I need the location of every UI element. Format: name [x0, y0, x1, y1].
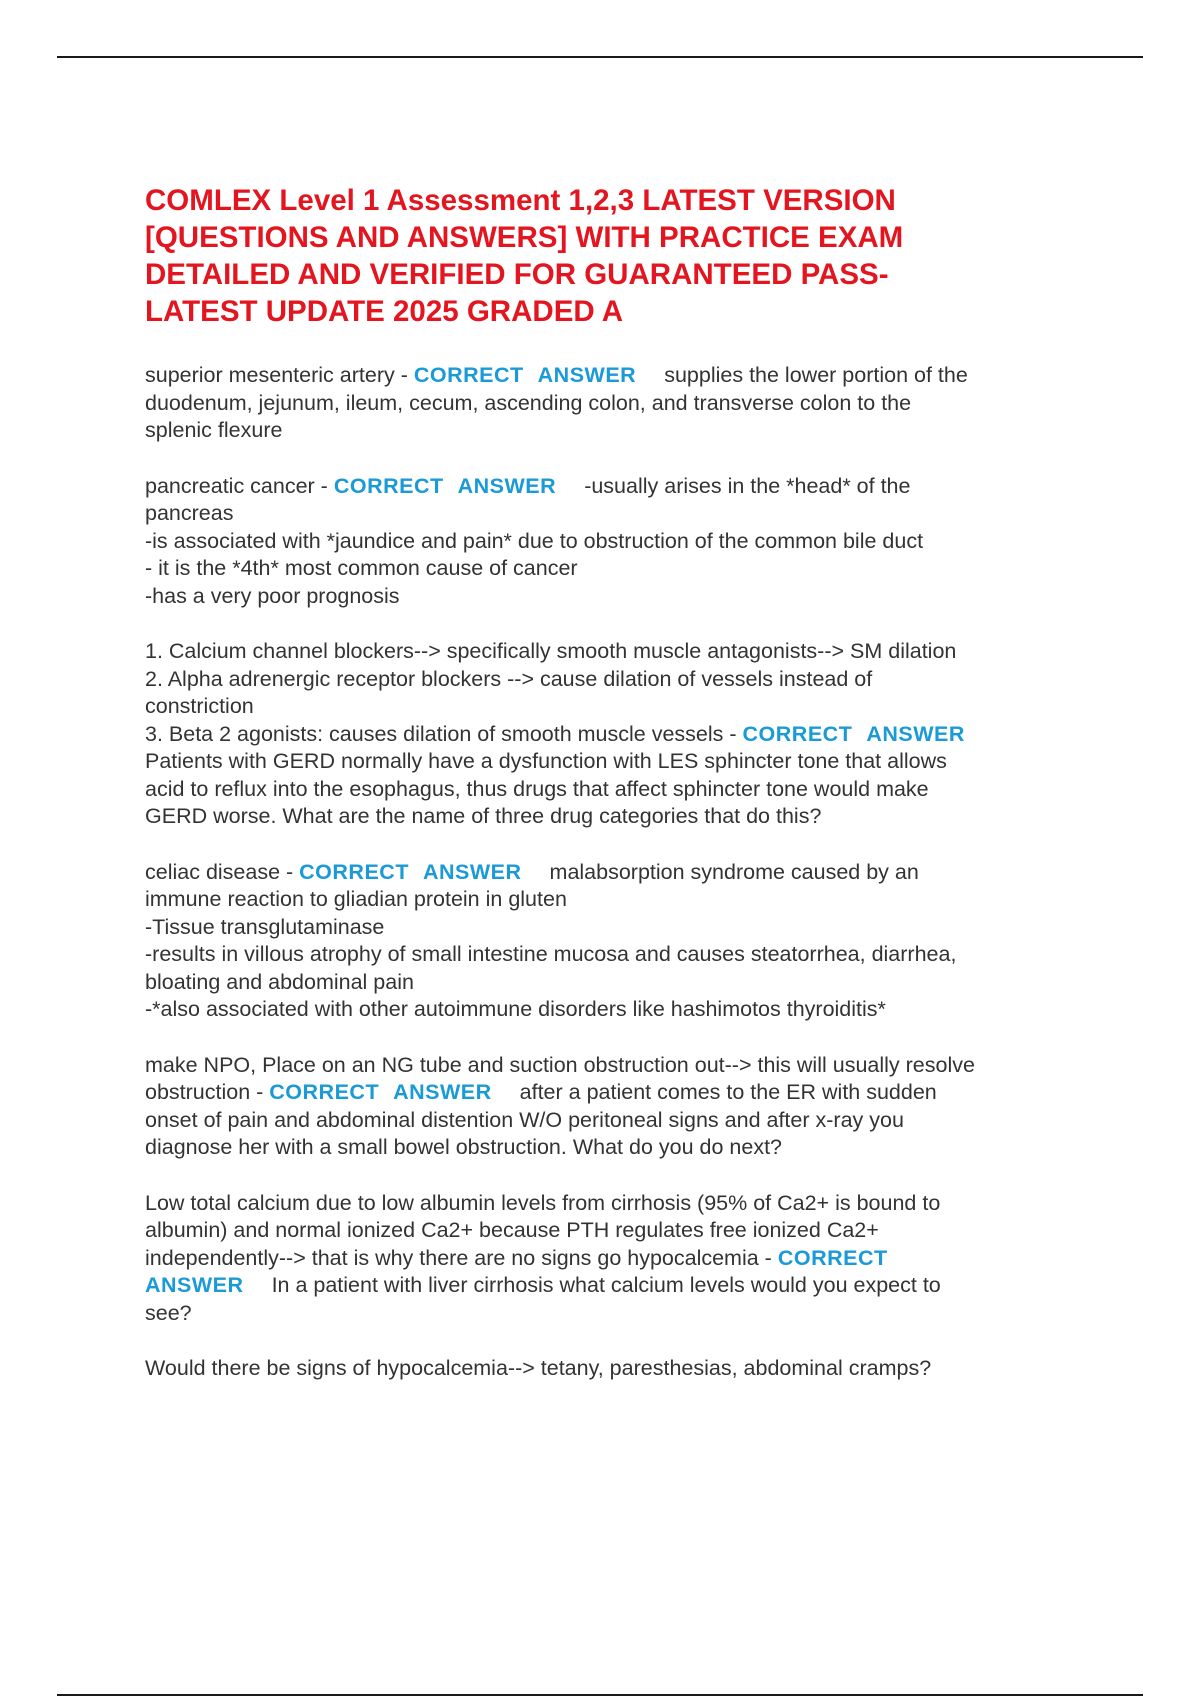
title-line: [QUESTIONS AND ANSWERS] WITH PRACTICE EXAM	[145, 221, 904, 254]
qa-entry	[145, 473, 1095, 611]
text-line: 1. Calcium channel blockers--> specifically smooth muscle antagonists--> SM dilation	[145, 639, 957, 663]
text-line: make NPO, Place on an NG tube and suction obstruction out--> this will usually resolve	[145, 1052, 975, 1077]
text-line: superior mesenteric artery - CORRECT ANSWER supplies the lower portion of the	[145, 363, 968, 387]
text-line: onset of pain and abdominal distention W/O peritoneal signs and after x-ray you	[145, 1107, 904, 1132]
qa-entry	[145, 362, 1095, 445]
correct-answer-label: CORRECT ANSWER	[333, 473, 557, 498]
qa-entry	[145, 1052, 1095, 1162]
qa-entry	[145, 638, 1095, 831]
text-line: see?	[145, 1300, 192, 1325]
text-line: obstruction - CORRECT ANSWER after a patient comes to the ER with sudden	[145, 1080, 937, 1104]
document-body	[145, 362, 1095, 1383]
correct-answer-label: CORRECT ANSWER	[299, 859, 522, 884]
text-line: constriction	[145, 694, 254, 718]
text-line: GERD worse. What are the name of three drug categories that do this?	[145, 804, 822, 828]
title-line: LATEST UPDATE 2025 GRADED A	[145, 295, 624, 328]
text-line: pancreatic cancer - CORRECT ANSWER -usually arises in the *head* of the	[145, 473, 911, 498]
text-line: diagnose her with a small bowel obstruction. What do you do next?	[145, 1135, 783, 1159]
document-title	[145, 182, 1085, 330]
correct-answer-label: CORRECT ANSWER	[269, 1080, 492, 1104]
text-line: Would there be signs of hypocalcemia--> tetany, paresthesias, abdominal cramps?	[145, 1356, 932, 1380]
correct-answer-label: CORRECT ANSWER	[742, 721, 965, 746]
title-line: DETAILED AND VERIFIED FOR GUARANTEED PASS-	[145, 258, 889, 291]
trailing-question	[145, 1355, 1095, 1383]
text-line: independently--> that is why there are no signs go hypocalcemia - CORRECT	[145, 1245, 888, 1270]
text-line: duodenum, jejunum, ileum, cecum, ascending colon, and transverse colon to the	[145, 390, 912, 415]
text-line: - it is the *4th* most common cause of cancer	[145, 556, 578, 580]
correct-answer-label: ANSWER	[145, 1273, 244, 1297]
text-line: 2. Alpha adrenergic receptor blockers --> cause dilation of vessels instead of	[145, 666, 873, 691]
qa-entry	[145, 859, 1095, 1024]
text-line: -Tissue transglutaminase	[145, 914, 385, 939]
text-line: ANSWER In a patient with liver cirrhosis what calcium levels would you expect to	[145, 1273, 941, 1297]
correct-answer-label: CORRECT ANSWER	[413, 363, 637, 387]
text-line: -has a very poor prognosis	[145, 583, 400, 608]
text-line: celiac disease - CORRECT ANSWER malabsorption syndrome caused by an	[145, 859, 919, 884]
text-line: acid to reflux into the esophagus, thus drugs that affect sphincter tone would make	[145, 776, 929, 801]
text-line: -is associated with *jaundice and pain* due to obstruction of the common bile duct	[145, 528, 924, 553]
text-line: -results in villous atrophy of small intestine mucosa and causes steatorrhea, diarrhea,	[145, 942, 957, 966]
text-line: Patients with GERD normally have a dysfunction with LES sphincter tone that allows	[145, 749, 947, 773]
text-line: 3. Beta 2 agonists: causes dilation of smooth muscle vessels - CORRECT ANSWER	[145, 721, 965, 746]
text-line: Low total calcium due to low albumin levels from cirrhosis (95% of Ca2+ is bound to	[145, 1190, 941, 1215]
top-rule	[57, 56, 1143, 58]
qa-entry	[145, 1190, 1095, 1328]
text-line: albumin) and normal ionized Ca2+ because PTH regulates free ionized Ca2+	[145, 1218, 879, 1242]
text-line: splenic flexure	[145, 418, 283, 442]
text-line: immune reaction to gliadian protein in gluten	[145, 887, 567, 911]
text-line: pancreas	[145, 501, 234, 525]
title-line: COMLEX Level 1 Assessment 1,2,3 LATEST VERSION	[145, 184, 896, 217]
bottom-rule	[57, 1694, 1143, 1696]
text-line: bloating and abdominal pain	[145, 969, 414, 994]
correct-answer-label: CORRECT	[777, 1245, 888, 1270]
text-line: -*also associated with other autoimmune disorders like hashimotos thyroiditis*	[145, 997, 886, 1021]
